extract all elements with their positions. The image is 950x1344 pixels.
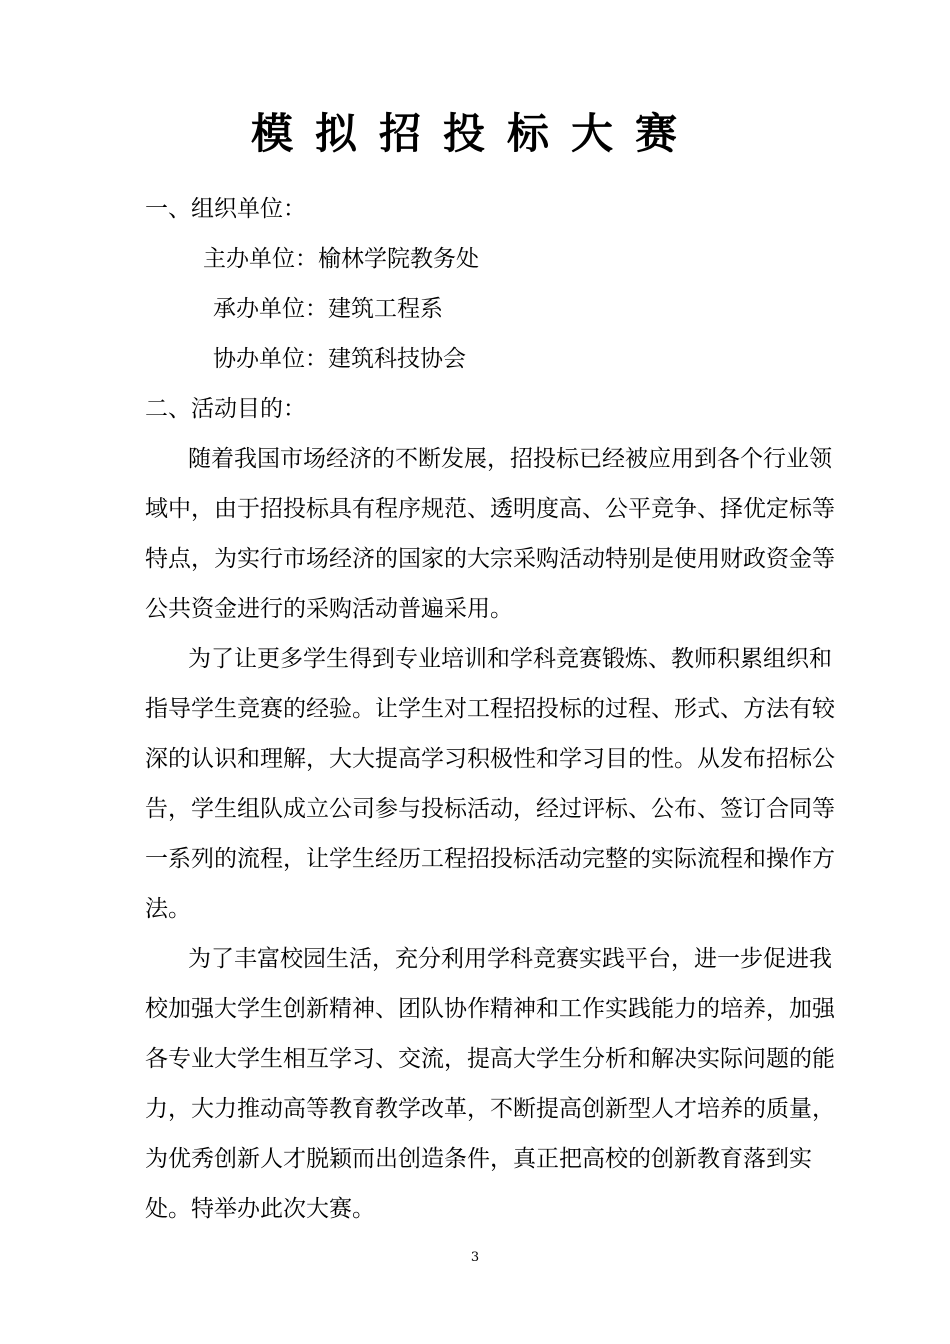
organizer-unit: 承办单位：建筑工程系: [213, 296, 443, 322]
paragraph-line: 为了丰富校园生活，充分利用学科竞赛实践平台，进一步促进我: [188, 946, 832, 972]
paragraph-line: 各专业大学生相互学习、交流，提高大学生分析和解决实际问题的能: [145, 1046, 835, 1072]
paragraph-line: 指导学生竞赛的经验。让学生对工程招投标的过程、形式、方法有较: [145, 696, 835, 722]
paragraph-line: 处。特举办此次大赛。: [145, 1196, 375, 1222]
paragraph-line: 为优秀创新人才脱颖而出创造条件，真正把高校的创新教育落到实: [145, 1146, 812, 1172]
paragraph-line: 法。: [145, 896, 191, 922]
paragraph-line: 一系列的流程，让学生经历工程招投标活动完整的实际流程和操作方: [145, 846, 835, 872]
paragraph-line: 深的认识和理解，大大提高学习积极性和学习目的性。从发布招标公: [145, 746, 835, 772]
page-number: 3: [470, 1250, 480, 1265]
co-organizer-unit: 协办单位：建筑科技协会: [213, 346, 466, 372]
paragraph-line: 为了让更多学生得到专业培训和学科竞赛锻炼、教师积累组织和: [188, 646, 832, 672]
paragraph-line: 公共资金进行的采购活动普遍采用。: [145, 596, 513, 622]
paragraph-line: 随着我国市场经济的不断发展，招投标已经被应用到各个行业领: [188, 446, 832, 472]
paragraph-line: 告，学生组队成立公司参与投标活动，经过评标、公布、签订合同等: [145, 796, 835, 822]
page-title: 模拟招投标大赛: [250, 109, 699, 158]
host-unit: 主办单位：榆林学院教务处: [203, 246, 479, 272]
section-heading-organizers: 一、组织单位：: [145, 196, 306, 222]
paragraph-line: 域中，由于招投标具有程序规范、透明度高、公平竞争、择优定标等: [145, 496, 835, 522]
paragraph-line: 力，大力推动高等教育教学改革，不断提高创新型人才培养的质量，: [145, 1096, 835, 1122]
section-heading-purpose: 二、活动目的：: [145, 396, 306, 422]
paragraph-line: 特点，为实行市场经济的国家的大宗采购活动特别是使用财政资金等: [145, 546, 835, 572]
paragraph-line: 校加强大学生创新精神、团队协作精神和工作实践能力的培养，加强: [145, 996, 835, 1022]
